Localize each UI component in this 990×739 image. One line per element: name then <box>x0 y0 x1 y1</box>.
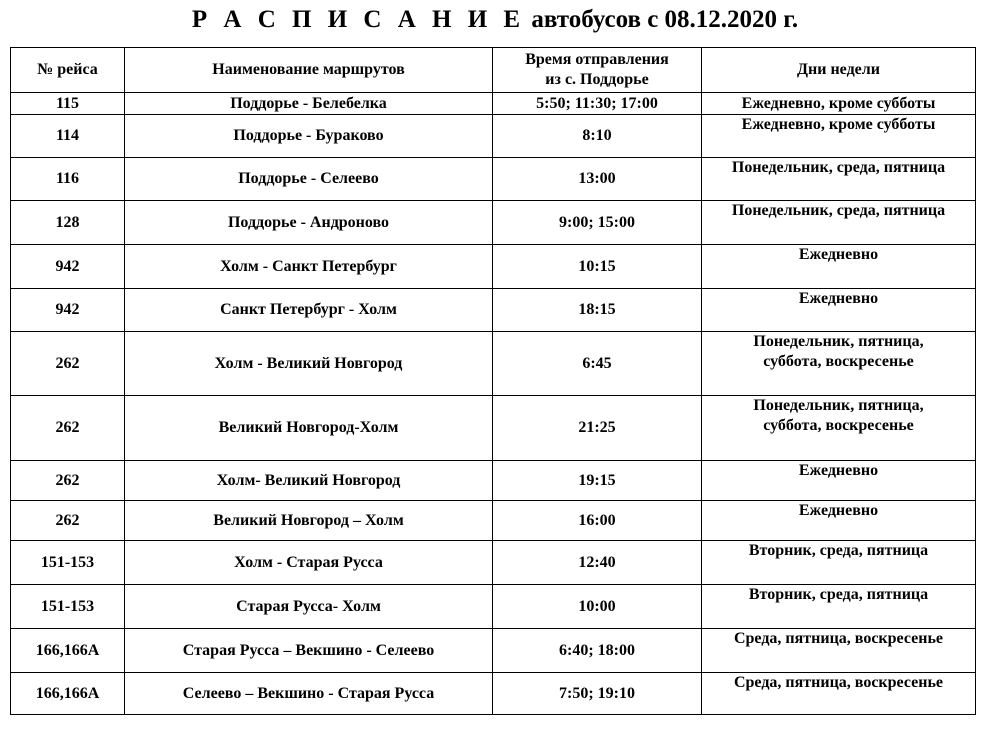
route-name: Старая Русса – Векшино - Селеево <box>125 629 493 673</box>
schedule-table <box>10 47 976 715</box>
route-number: 166,166А <box>11 629 125 673</box>
route-name: Великий Новгород – Холм <box>125 501 493 541</box>
route-number: 262 <box>11 461 125 501</box>
week-days <box>702 585 976 629</box>
week-days <box>702 396 976 461</box>
table-row <box>11 629 976 673</box>
week-days-line: Ежедневно <box>798 462 879 479</box>
route-name: Санкт Петербург - Холм <box>125 289 493 332</box>
route-name: Холм - Великий Новгород <box>125 332 493 396</box>
route-number: 116 <box>11 158 125 201</box>
table-row <box>11 332 976 396</box>
table-row <box>11 673 976 715</box>
week-days-line: Ежедневно <box>798 246 879 263</box>
week-days <box>702 158 976 201</box>
week-days-line: Вторник, среда, пятница <box>748 586 929 603</box>
route-number: 151-153 <box>11 585 125 629</box>
departure-time: 19:15 <box>493 461 702 501</box>
week-days-line: Понедельник, среда, пятница <box>731 159 946 176</box>
route-number: 128 <box>11 201 125 245</box>
week-days <box>702 245 976 289</box>
title-word: Р А С П И С А Н И Е <box>191 6 526 33</box>
route-name: Поддорье - Андроново <box>125 201 493 245</box>
departure-time: 5:50; 11:30; 17:00 <box>493 93 702 115</box>
week-days-line: Понедельник, пятница, <box>753 397 924 414</box>
route-name: Поддорье - Белебелка <box>125 93 493 115</box>
departure-time: 6:40; 18:00 <box>493 629 702 673</box>
table-row <box>11 501 976 541</box>
table-row <box>11 541 976 585</box>
week-days <box>702 93 976 115</box>
week-days-line: Среда, пятница, воскресенье <box>733 630 944 647</box>
route-number: 115 <box>11 93 125 115</box>
departure-time: 10:15 <box>493 245 702 289</box>
departure-time: 21:25 <box>493 396 702 461</box>
week-days-line: суббота, воскресенье <box>763 417 914 434</box>
week-days-line: Ежедневно, кроме субботы <box>741 94 936 112</box>
route-number: 262 <box>11 332 125 396</box>
route-name: Поддорье - Бураково <box>125 115 493 158</box>
week-days <box>702 501 976 541</box>
route-number: 114 <box>11 115 125 158</box>
week-days <box>702 115 976 158</box>
route-name: Холм- Великий Новгород <box>125 461 493 501</box>
week-days <box>702 332 976 396</box>
route-number: 942 <box>11 289 125 332</box>
week-days-line: Ежедневно <box>798 290 879 307</box>
week-days-line: Среда, пятница, воскресенье <box>733 674 944 691</box>
table-row <box>11 585 976 629</box>
route-name: Старая Русса- Холм <box>125 585 493 629</box>
departure-time: 12:40 <box>493 541 702 585</box>
table-row <box>11 245 976 289</box>
week-days-line: Понедельник, пятница, <box>753 333 924 350</box>
route-number: 262 <box>11 396 125 461</box>
week-days-line: Ежедневно, кроме субботы <box>741 116 936 133</box>
route-name: Великий Новгород-Холм <box>125 396 493 461</box>
departure-time: 6:45 <box>493 332 702 396</box>
route-name: Селеево – Векшино - Старая Русса <box>125 673 493 715</box>
week-days <box>702 629 976 673</box>
departure-time: 10:00 <box>493 585 702 629</box>
table-row <box>11 93 976 115</box>
table-row <box>11 396 976 461</box>
departure-time: 8:10 <box>493 115 702 158</box>
header-time-line1: Время отправления <box>525 51 669 68</box>
departure-time: 7:50; 19:10 <box>493 673 702 715</box>
header-days: Дни недели <box>702 48 976 93</box>
header-route: Наименование маршрутов <box>125 48 493 93</box>
week-days <box>702 541 976 585</box>
departure-time: 13:00 <box>493 158 702 201</box>
route-number: 942 <box>11 245 125 289</box>
week-days-line: Ежедневно <box>798 502 879 519</box>
header-row <box>11 48 976 93</box>
route-number: 166,166А <box>11 673 125 715</box>
schedule-body <box>11 93 976 715</box>
route-name: Холм - Санкт Петербург <box>125 245 493 289</box>
title-rest: автобусов с 08.12.2020 г. <box>531 6 799 33</box>
page-title <box>0 6 990 34</box>
header-time <box>493 48 702 93</box>
week-days <box>702 461 976 501</box>
departure-time: 18:15 <box>493 289 702 332</box>
week-days <box>702 289 976 332</box>
route-name: Поддорье - Селеево <box>125 158 493 201</box>
table-row <box>11 115 976 158</box>
week-days <box>702 201 976 245</box>
table-row <box>11 201 976 245</box>
week-days-line: суббота, воскресенье <box>763 353 914 370</box>
route-number: 151-153 <box>11 541 125 585</box>
week-days <box>702 673 976 715</box>
header-time-line2: из с. Поддорье <box>545 71 649 88</box>
week-days-line: Вторник, среда, пятница <box>748 542 929 559</box>
table-row <box>11 158 976 201</box>
route-name: Холм - Старая Русса <box>125 541 493 585</box>
header-number: № рейса <box>11 48 125 93</box>
route-number: 262 <box>11 501 125 541</box>
table-row <box>11 461 976 501</box>
week-days-line: Понедельник, среда, пятница <box>731 202 946 219</box>
table-row <box>11 289 976 332</box>
departure-time: 16:00 <box>493 501 702 541</box>
departure-time: 9:00; 15:00 <box>493 201 702 245</box>
